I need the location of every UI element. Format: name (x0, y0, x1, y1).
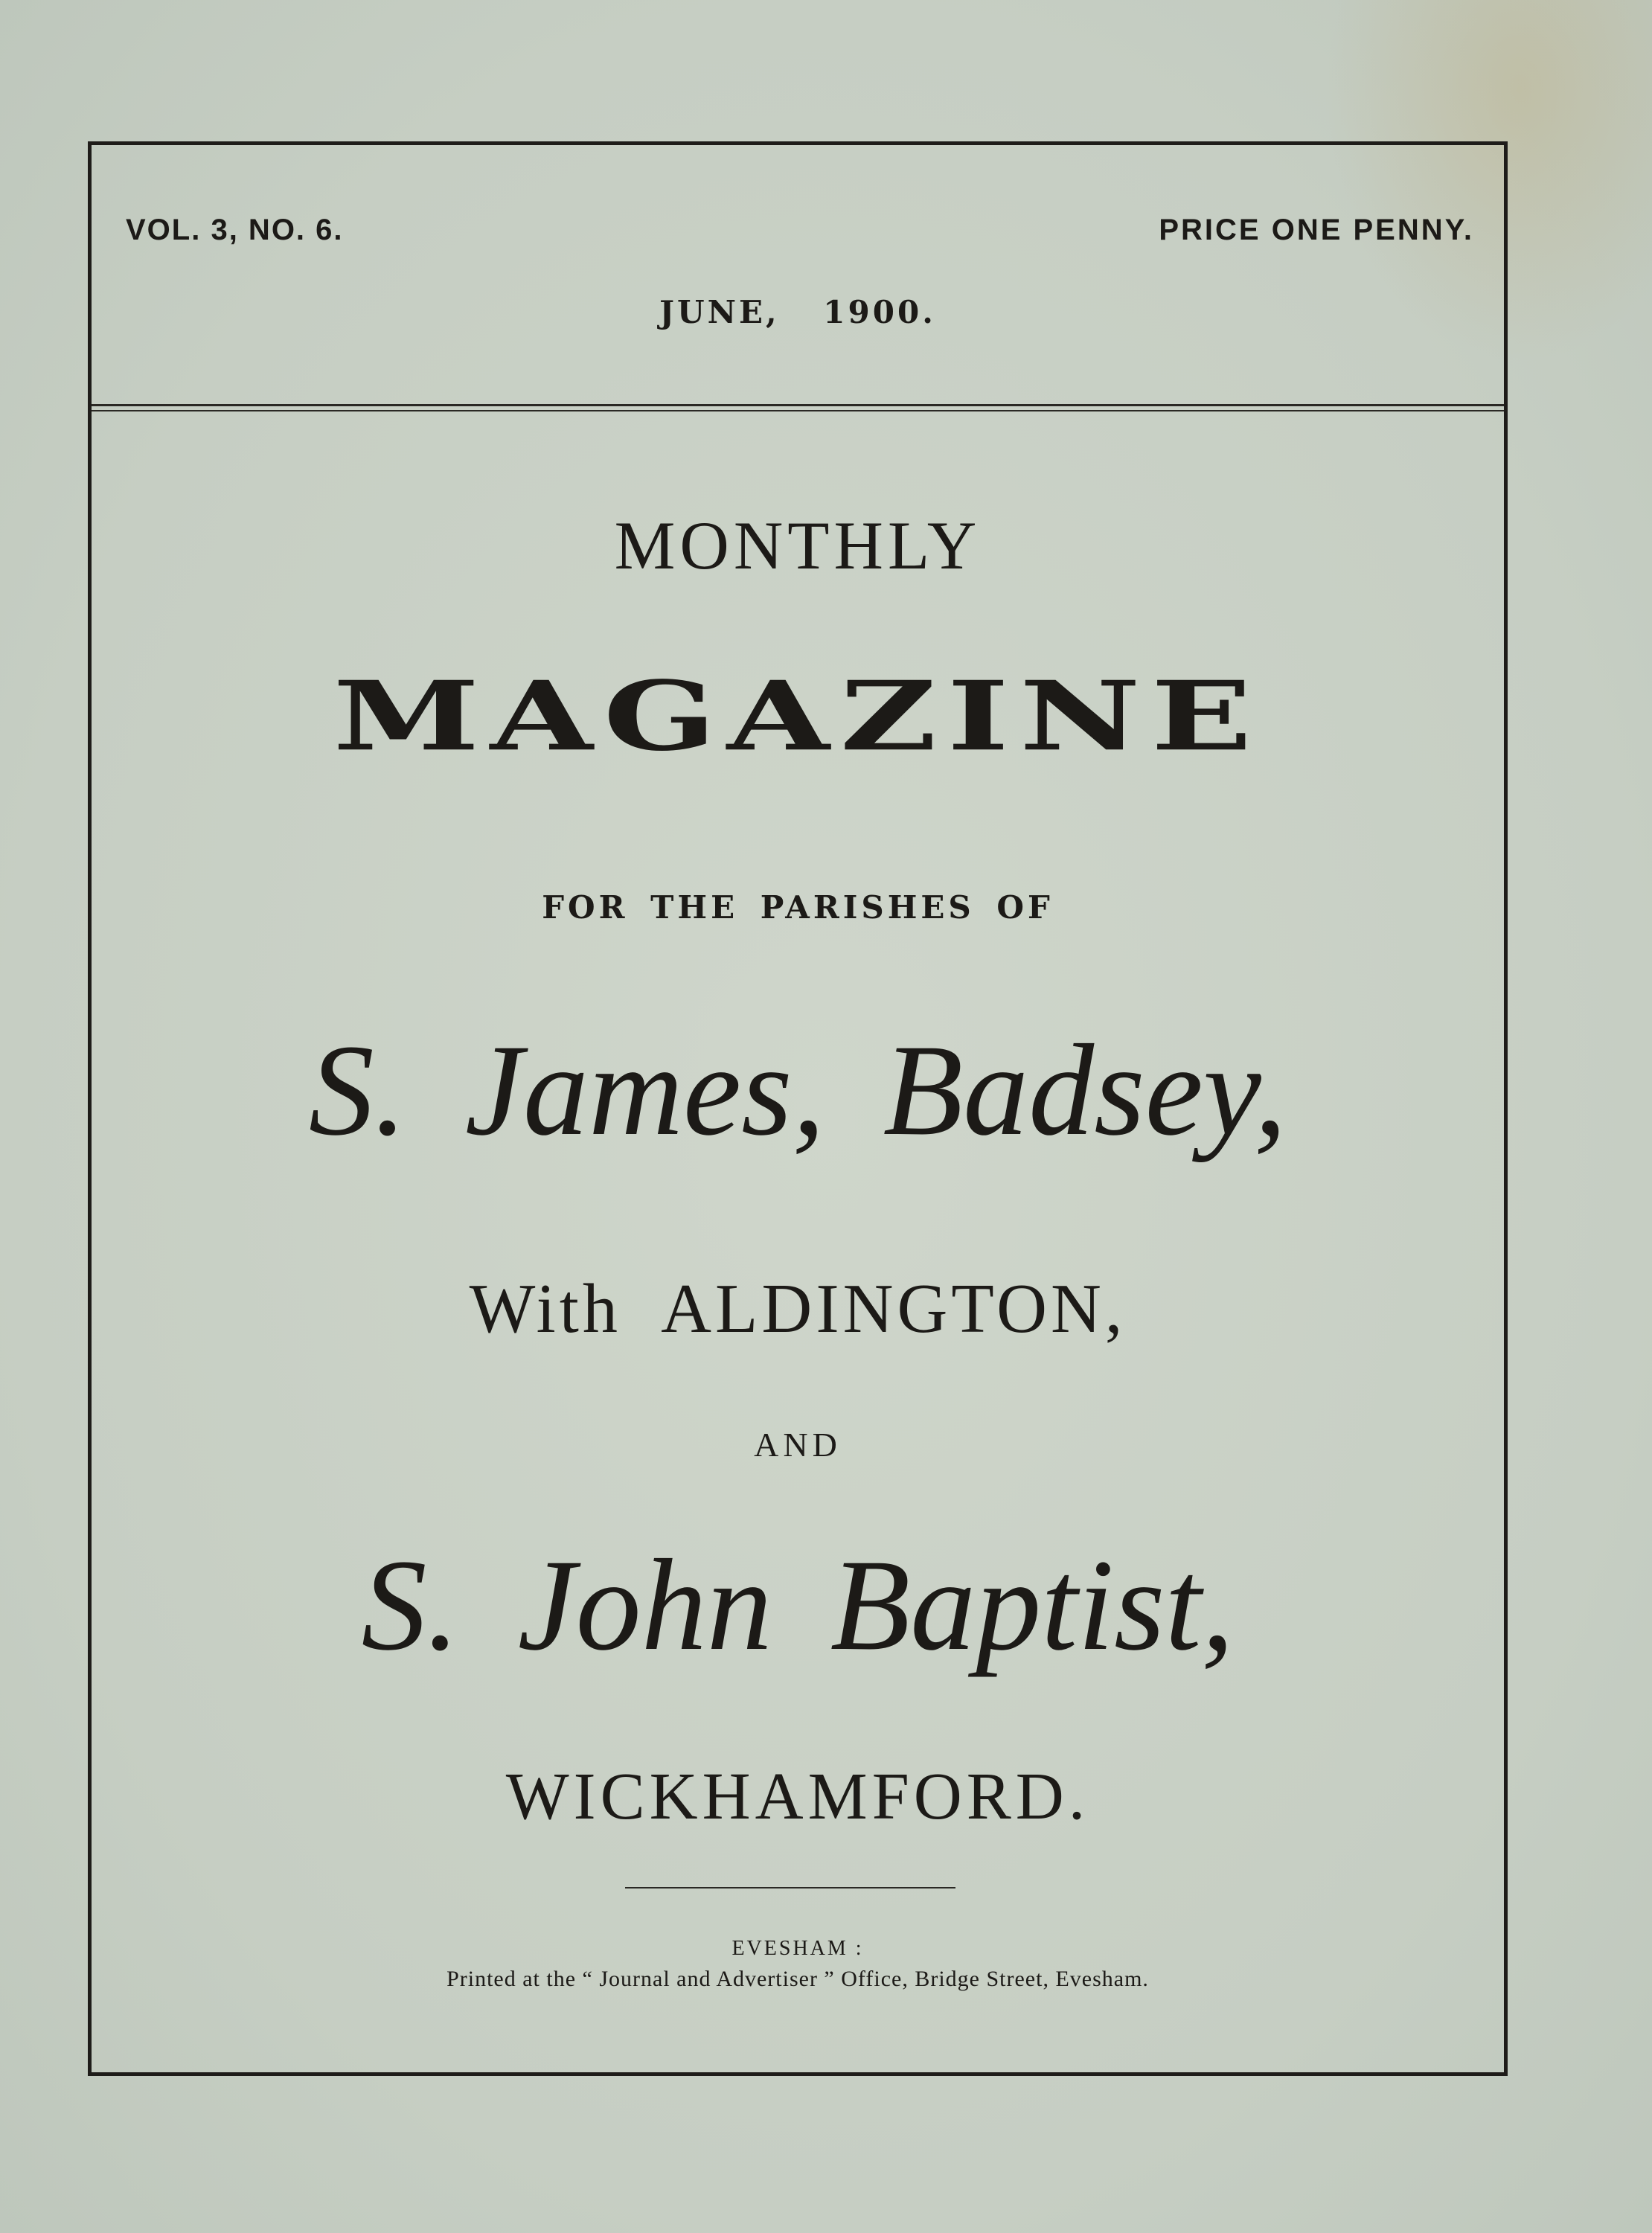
parish-john-baptist: S. John Baptist, (361, 1533, 1235, 1678)
parish-aldington: With ALDINGTON, (469, 1270, 1127, 1348)
imprint-place: EVESHAM : (731, 1937, 864, 1960)
cover-border-frame (88, 141, 1508, 2076)
price-label: PRICE ONE PENNY. (1159, 214, 1474, 246)
volume-number: VOL. 3, NO. 6. (126, 214, 344, 246)
title-for-the-parishes: FOR THE PARISHES OF (542, 889, 1054, 926)
imprint-printer: Printed at the “ Journal and Advertiser ” Office, Bridge Street, Evesham. (446, 1967, 1149, 1991)
parish-james-badsey: S. James, Badsey, (308, 1018, 1287, 1163)
header-divider (92, 404, 1504, 406)
imprint-divider (625, 1887, 955, 1888)
connector-and: AND (754, 1426, 842, 1464)
issue-date: JUNE, 1900. (659, 294, 936, 330)
title-monthly: MONTHLY (614, 507, 982, 583)
parish-wickhamford: WICKHAMFORD. (505, 1760, 1090, 1833)
title-magazine: MAGAZINE (333, 660, 1263, 772)
